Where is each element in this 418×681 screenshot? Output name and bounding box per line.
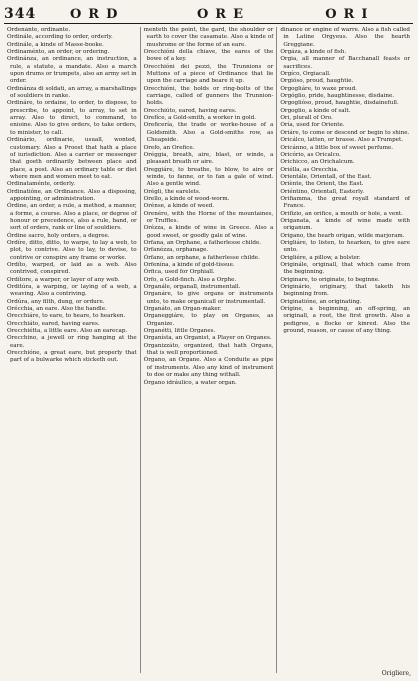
dictionary-entry: Orenéro, with the Horne of the mountaines, or Truffles. — [143, 210, 274, 224]
dictionary-entry: Orecchióni della chiave, the eares of the bowe of a key. — [143, 49, 274, 63]
dictionary-entry: Ordinataménte, orderly. — [7, 181, 76, 188]
dictionary-entry: Origanata, a kinde of wine made with origanum. — [280, 217, 411, 232]
dictionary-entry: Orditúra, a warping, or laying of a web, a weaving. Also a contriving. — [7, 284, 137, 298]
dictionary-entry: Ordítore, a warper, or layer of any web. — [7, 276, 120, 283]
dictionary-entry: Ordinánza di soldati, an array, a marshallings of souldiers in ranke. — [7, 85, 137, 100]
dictionary-entry: Oriènte, the Orient, the East. — [280, 181, 364, 188]
dictionary-entry: Origano, the hearb origan, wilde marjoram. — [280, 232, 405, 239]
dictionary-entry: Orfo, a Gold-finch. Also a Orphe. — [143, 276, 237, 283]
dictionary-entry: Ordinále, according to order, orderly. — [7, 34, 113, 41]
dictionary-entry: Orgoglio, a kinde of salt. — [280, 107, 351, 114]
dictionary-entry: Oría, used for Oriente. — [280, 122, 345, 129]
dictionary-entry: Orégli, the earelets. — [143, 188, 201, 195]
dictionary-entry: Orientále, Orientall, of the East. — [280, 173, 372, 180]
dictionary-entry: Orfana, an Orphane, a fatherlesse childe. — [143, 239, 262, 246]
dictionary-entry: Orgióso, proud, haughtie. — [280, 78, 354, 85]
dictionary-entry: Orello, a kinde of wood-worm. — [143, 195, 230, 202]
dictionary-entry: Ordenánte, ordinante. — [7, 27, 71, 33]
dictionary-entry: Originare, to originate, to beginne. — [280, 276, 380, 283]
dictionary-entry: Oricánno, a little box of sweet perfume. — [280, 144, 394, 151]
dictionary-entry: Orígine, a beginning, an off-spring, an originall, a root, the first growth. Also a pedigree, a flocke or kinred. Also the ground, reason, or cause of any thing. — [280, 306, 411, 335]
dictionary-entry: Organizzáto, organized, that hath Organs, that is well proportioned. — [143, 342, 274, 357]
catchword: Origliere, — [381, 670, 411, 677]
dictionary-entry: Orefíce, a Gold-smith, a worker in gold. — [143, 115, 257, 122]
dictionary-entry: Orichicco, an Orichalcum. — [280, 159, 355, 166]
columns — [4, 27, 413, 673]
dictionary-entry: Originário, originary, that taketh his beginning from. — [280, 284, 411, 298]
running-header — [4, 4, 413, 24]
dictionary-entry: Órgano, an Organe. Also a Conduite as pipe of instruments. Also any kind of instrument to doe or make any thing withall. — [143, 357, 274, 379]
dictionary-entry: Orénse, a kinde of weed. — [143, 203, 215, 210]
dictionary-entry: Orifiamma, the great royall standard of France. — [280, 195, 411, 210]
dictionary-entry: Órgano idráulico, a water organ. — [143, 379, 237, 386]
dictionary-entry: Origliáre, to listen, to hearken, to give eare unto. — [280, 239, 411, 254]
dictionary-entry: Oricório, as Oricalco. — [280, 151, 341, 158]
headword-middle: ORE — [196, 7, 251, 22]
dictionary-entry: Ordúra, any filth, dung, or ordure. — [7, 298, 105, 305]
dictionary-entry: Oreggiáre, to breathe, to blow, to aire or winde, to fanne, or to fan a gale of wind. Also a gentle wind. — [143, 166, 274, 188]
dictionary-entry: Organísta, an Organist, a Player on Organes. — [143, 335, 272, 342]
dictionary-entry: Organáre, to give organs or instruments unto, to make organicall or instrumentall. — [143, 291, 274, 305]
dictionary-entry: Ori, plurall of Oro. — [280, 115, 333, 122]
dictionary-entry: Ordinário, ordinarie, usuall, wonted, customary. Also a Proost that hath a place of iurisdiction. Also a carrier or messenger that goeth ordinarily between place and place, a post. Also an ordinary table or diet where men and women meet to eat. — [7, 137, 137, 180]
dictionary-entry: Oreficería, the trade or worke-house of a Goldsmith. Also a Gold-smiths row, as Cheapside. — [143, 122, 274, 144]
dictionary-entry: Orecchiáre, to eare, to heare, to hearken. — [7, 313, 126, 320]
dictionary-entry: Ordináre, to ordaine, to order, to dispose, to prescribe, to appoint, to array, to set in array. Also to direct, to command, to enioine. Also to give orders, to take orders, to minister, to call. — [7, 100, 137, 136]
dictionary-entry: Orécchia, an eare. Also the handle. — [7, 306, 107, 313]
dictionary-entry: Ordinále, a kinde of Masse-booke. — [7, 41, 104, 48]
dictionary-entry: Orgia, all manner of Bacchanall feasts or sacrifices. — [280, 56, 411, 70]
dictionary-entry: Órfica, used for Orphiall. — [143, 269, 215, 276]
dictionary-entry: Oricálco, latten, or brasse. Also a Trumpet. — [280, 137, 403, 144]
dictionary-entry: Orgogliáre, to waxe proud. — [280, 85, 357, 92]
dictionary-entry: Oréggia, breath, aire, blast, or winde, a pleasant breath or aire. — [143, 151, 274, 166]
dictionary-entry: Órfano, an orphane, a fatherlesse childe. — [143, 254, 260, 261]
column-1 — [4, 27, 140, 673]
dictionary-entry: Orgáza, a kinde of fish. — [280, 49, 347, 56]
dictionary-entry: Orecchióne, a great eare, but properly that part of a bulwarke which sticketh out. — [7, 350, 137, 364]
dictionary-entry: Ordíto, warped, or laid as a web. Also contrived, conspired. — [7, 262, 137, 276]
dictionary-entry: Originatióne, an originating. — [280, 298, 362, 305]
dictionary-entry: Originále, originall, that which came from the beginning. — [280, 262, 411, 276]
dictionary-entry: Orecchiáto, eared, having eares. — [7, 320, 100, 327]
headword-left: ORD — [69, 7, 125, 22]
dictionary-entry: menteth the point, the gard, the shoulder or earth to cover the casamate. Also a kinde of mushrome or the forme of an eare. — [143, 27, 274, 48]
dictionary-entry: Orecchino, a jewell or ring hanging at the eare. — [7, 335, 137, 349]
dictionary-entry: Origliére, a pillow, a bolster. — [280, 254, 361, 261]
dictionary-entry: Ordinatióne, an Ordinance. Also a disposing, appointing, or administration. — [7, 188, 137, 202]
dictionary-entry: Orecchióni dei pezzi, the Trunnions or Muttons of a piece of Ordinance that lie upon the carriage and beare it up. — [143, 63, 274, 85]
dictionary-entry: Ordinánza, an ordinance, an instruction, a rule, a statute, a mandate. Also a march upon drums or trumpets, also an army set in order. — [7, 56, 137, 85]
dictionary-entry: Organáto, an Organ-maker. — [143, 306, 222, 313]
dictionary-entry: Órdine sacro, holy orders, a degree. — [7, 232, 110, 239]
dictionary-entry: Oriéntino, Orientall, Easterly. — [280, 188, 365, 195]
dictionary-entry: Orecchiúto, eared, having eares. — [143, 107, 237, 114]
headword-right: ORI — [325, 7, 375, 22]
dictionary-entry: Oriáre, to come or descend or begin to shine. — [280, 129, 410, 136]
dictionary-entry: Orézza, a kinde of wine in Greece. Also a good sweet, or goodly gale of wine. — [143, 225, 274, 239]
page-number: 344 — [4, 6, 37, 22]
dictionary-entry: dinance or engine of warre. Also a fish called in Latine Orgyeus. Also the hearth Greggiane. — [280, 27, 411, 48]
dictionary-entry: Orifízio, an orifice, a mouth or hole, a vent. — [280, 210, 403, 217]
dictionary-entry: Órdine, an order, a rule, a method, a manner, a forme, a course. Also a place, or degree of honour or precedence, also a rule, band, or sort of orders, rank or line of souldiers. — [7, 203, 137, 232]
dictionary-entry: Ordíre, ditto, ditto, to warpe, to lay a web, to plot, to contrive. Also to lay, to devise, to contrive or conspire any frame or worke. — [7, 239, 137, 261]
dictionary-entry: Orefo, an Orefice. — [143, 144, 195, 151]
column-2 — [140, 27, 277, 673]
dictionary-entry: Orgíco, Orgiacall. — [280, 71, 331, 78]
dictionary-entry: Orecchióni, the holds or ring-bolts of the carriage, called of gunners the Trunnion-holds. — [143, 85, 274, 107]
dictionary-entry: Orecchiétta, a little eare. Also an earecap. — [7, 328, 128, 335]
dictionary-entry: Organétti, little Organes. — [143, 328, 216, 335]
dictionary-entry: Orgóglio, pride, haughtinesse, disdaine. — [280, 93, 395, 100]
dictionary-entry: Organeggiáre, to play on Organes, as Organize. — [143, 313, 274, 327]
dictionary-entry: Organále, organall, instrumentall. — [143, 284, 241, 291]
column-3 — [276, 27, 413, 673]
dictionary-entry: Oriélla, as Orecchia. — [280, 166, 339, 173]
dictionary-entry: Orgoglióso, proud, haughtie, disdainefull. — [280, 100, 399, 107]
dictionary-entry: Orfenína, a kinde of gold-tissue. — [143, 262, 235, 268]
dictionary-entry: Orfanézza, orphanage. — [143, 247, 209, 254]
dictionary-entry: Ordinaménto, an order, or ordering. — [7, 49, 110, 56]
